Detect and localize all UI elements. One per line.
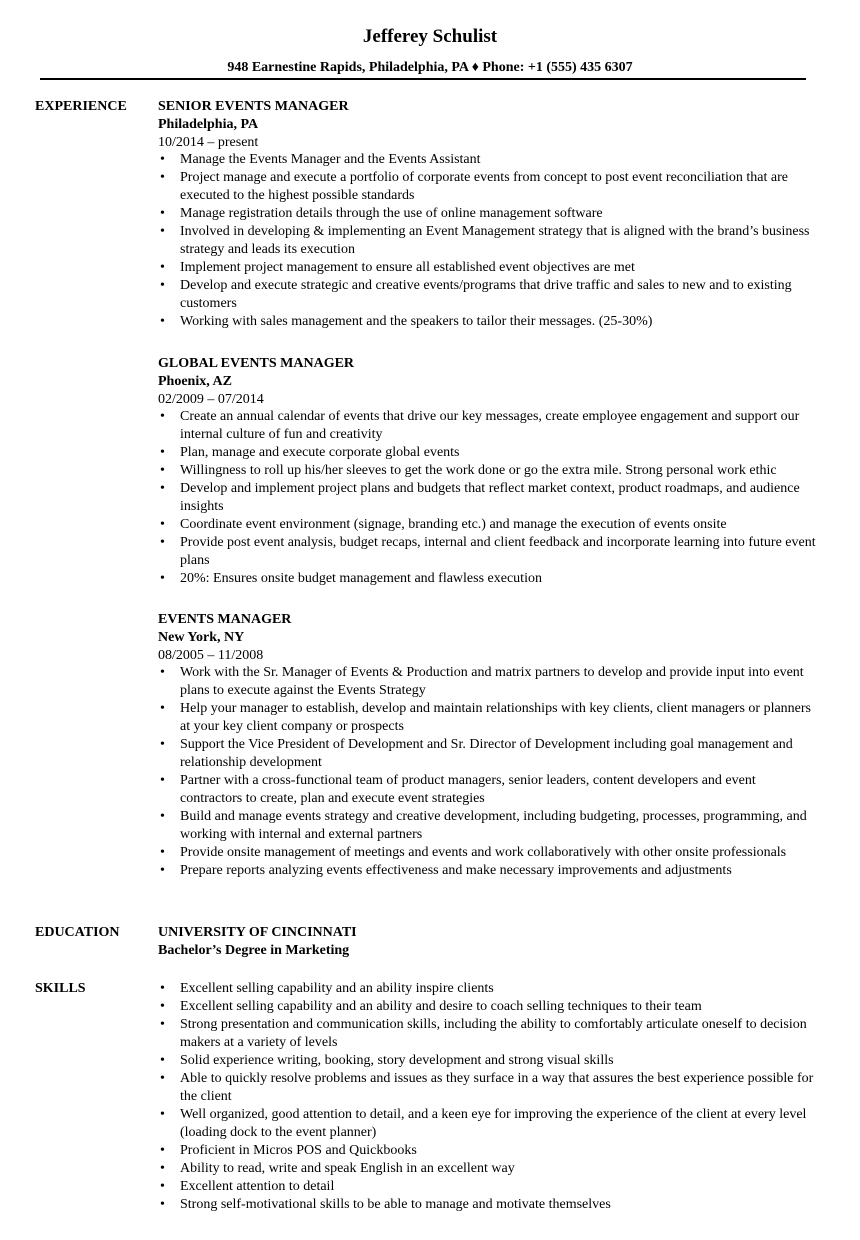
job-dates: 10/2014 – present [158, 135, 259, 150]
job-title: SENIOR EVENTS MANAGER [158, 99, 349, 114]
bullet-icon: • [160, 278, 165, 293]
bullet-icon: • [160, 260, 165, 275]
section-label-experience: EXPERIENCE [35, 99, 127, 114]
job-title: EVENTS MANAGER [158, 612, 292, 627]
list-item: • Implement project management to ensure all established event objectives are met [160, 260, 635, 275]
bullet-icon: • [160, 571, 165, 586]
bullet-icon: • [160, 1161, 165, 1176]
header-divider [40, 78, 806, 80]
bullet-icon: • [160, 517, 165, 532]
list-item: • Excellent attention to detail [160, 1179, 335, 1194]
job-dates: 08/2005 – 11/2008 [158, 648, 264, 663]
bullet-icon: • [160, 1197, 165, 1212]
list-item: • Build and manage events strategy and creative development, including budgeting, processes, programming, and working with internal and external partners [160, 809, 807, 842]
job-bullets [158, 664, 818, 880]
bullet-icon: • [160, 314, 165, 329]
job-dates: 02/2009 – 07/2014 [158, 392, 264, 407]
bullet-icon: • [160, 1071, 165, 1086]
list-item: • Develop and implement project plans and budgets that reflect market context, product roadmaps, and audience insights [160, 481, 800, 514]
list-item: • Able to quickly resolve problems and issues as they surface in a way that assures the best experience possible for the client [160, 1071, 814, 1104]
list-item: • Coordinate event environment (signage, branding etc.) and manage the execution of events onsite [160, 517, 727, 532]
candidate-name: Jefferey Schulist [362, 26, 498, 47]
bullet-icon: • [160, 845, 165, 860]
skills-list [158, 980, 818, 1214]
list-item: • Support the Vice President of Development and Sr. Director of Development including goal management and relationship development [160, 737, 793, 770]
bullet-icon: • [160, 535, 165, 550]
bullet-icon: • [160, 224, 165, 239]
section-label-education: EDUCATION [35, 925, 120, 940]
job-1 [158, 98, 818, 331]
bullet-icon: • [160, 981, 165, 996]
list-item: • Manage the Events Manager and the Events Assistant [160, 152, 481, 167]
list-item: • Prepare reports analyzing events effectiveness and make necessary improvements and adjustments [160, 863, 732, 878]
bullet-icon: • [160, 1107, 165, 1122]
bullet-icon: • [160, 999, 165, 1014]
bullet-icon: • [160, 206, 165, 221]
bullet-icon: • [160, 1053, 165, 1068]
list-item: • Excellent selling capability and an ability and desire to coach selling techniques to their team [160, 999, 702, 1014]
job-location: Philadelphia, PA [158, 117, 259, 132]
degree: Bachelor’s Degree in Marketing [158, 943, 350, 958]
contact-line: 948 Earnestine Rapids, Philadelphia, PA ♦ Phone: +1 (555) 435 6307 [227, 60, 633, 75]
job-location: Phoenix, AZ [158, 374, 232, 389]
list-item: • Strong presentation and communication skills, including the ability to comfortably articulate oneself to decision makers at a variety of levels [160, 1017, 807, 1050]
list-item: • Working with sales management and the speakers to tailor their messages. (25-30%) [160, 314, 653, 329]
list-item: • Develop and execute strategic and creative events/programs that drive traffic and sales to new and to existing customers [160, 278, 792, 311]
list-item: • Well organized, good attention to detail, and a keen eye for improving the experience of the client at every level (loading dock to the event planner) [160, 1107, 807, 1140]
job-bullets [158, 408, 818, 588]
school-name: UNIVERSITY OF CINCINNATI [158, 925, 357, 940]
list-item: • Partner with a cross-functional team of product managers, senior leaders, content developers and event contractors to create, plan and execute event strategies [160, 773, 756, 806]
list-item: • Provide post event analysis, budget recaps, internal and client feedback and incorporate learning into future event plans [160, 535, 816, 568]
list-item: • Involved in developing & implementing an Event Management strategy that is aligned with the brand’s business strategy and leads its execution [160, 224, 810, 257]
job-location: New York, NY [158, 630, 245, 645]
bullet-icon: • [160, 170, 165, 185]
list-item: • Proficient in Micros POS and Quickbooks [160, 1143, 417, 1158]
bullet-icon: • [160, 773, 165, 788]
bullet-icon: • [160, 1179, 165, 1194]
list-item: • Solid experience writing, booking, story development and strong visual skills [160, 1053, 614, 1068]
bullet-icon: • [160, 409, 165, 424]
bullet-icon: • [160, 152, 165, 167]
list-item: • Provide onsite management of meetings and events and work collaboratively with other onsite professionals [160, 845, 787, 860]
list-item: • Excellent selling capability and an ability inspire clients [160, 981, 494, 996]
bullet-icon: • [160, 809, 165, 824]
list-item: • Strong self-motivational skills to be able to manage and motivate themselves [160, 1197, 611, 1212]
bullet-icon: • [160, 701, 165, 716]
bullet-icon: • [160, 863, 165, 878]
bullet-icon: • [160, 737, 165, 752]
bullet-icon: • [160, 445, 165, 460]
job-title: GLOBAL EVENTS MANAGER [158, 356, 355, 371]
list-item: • Work with the Sr. Manager of Events & Production and matrix partners to develop and provide input into event plans to execute against the Events Strategy [160, 665, 804, 698]
list-item: • Willingness to roll up his/her sleeves to get the work done or go the extra mile. Strong personal work ethic [160, 463, 777, 478]
bullet-icon: • [160, 1017, 165, 1032]
bullet-icon: • [160, 463, 165, 478]
bullet-icon: • [160, 665, 165, 680]
job-2 [158, 355, 818, 588]
skills-block [158, 980, 818, 1214]
job-3 [158, 611, 818, 880]
list-item: • Ability to read, write and speak English in an excellent way [160, 1161, 515, 1176]
bullet-icon: • [160, 1143, 165, 1158]
list-item: • Project manage and execute a portfolio of corporate events from concept to post event reconciliation that are executed to the highest possible standards [160, 170, 788, 203]
list-item: • Plan, manage and execute corporate global events [160, 445, 460, 460]
job-bullets [158, 151, 818, 331]
list-item: • Create an annual calendar of events that drive our key messages, create employee engagement and support our internal culture of fun and creativity [160, 409, 800, 442]
list-item: • Manage registration details through the use of online management software [160, 206, 603, 221]
list-item: • Help your manager to establish, develop and maintain relationships with key clients, client managers or planners at your key client company or prospects [160, 701, 811, 734]
education-block [158, 924, 818, 960]
section-label-skills: SKILLS [35, 981, 86, 996]
list-item: • 20%: Ensures onsite budget management and flawless execution [160, 571, 542, 586]
bullet-icon: • [160, 481, 165, 496]
